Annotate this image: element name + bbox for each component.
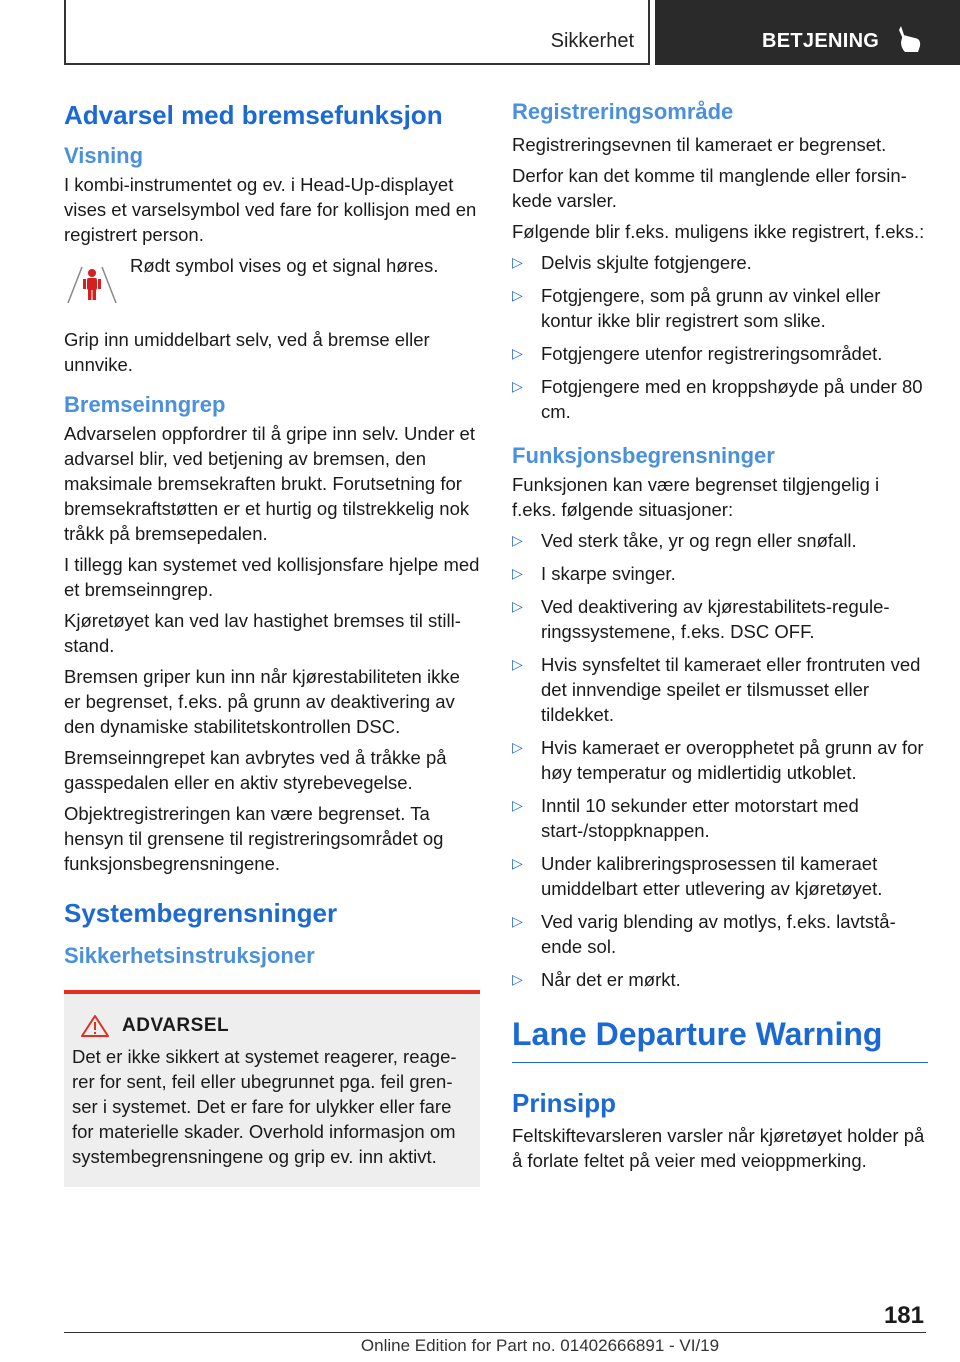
- list-item: [512, 341, 928, 366]
- warning-triangle-icon: [80, 1014, 110, 1038]
- list-item-text: Ved varig blending av motlys, f.eks. lavtstå-ende sol.: [541, 911, 896, 957]
- registrering-heading: Registreringsområde: [512, 99, 734, 124]
- registrering-list: [512, 250, 928, 424]
- warning-box: [64, 990, 480, 1187]
- right-column: [512, 98, 928, 1179]
- header-chapter-tab: [655, 0, 960, 65]
- sikkerhetsinstruksjoner-heading: Sikkerhetsinstruksjoner: [64, 943, 315, 968]
- prinsipp-text: Feltskiftevarsleren varsler når kjøretøyet holder på å forlate feltet på veier med veioppmerking.: [512, 1125, 925, 1171]
- warning-header: [72, 1014, 472, 1038]
- bremseinngrep-heading: Bremseinngrep: [64, 392, 226, 417]
- registrering-paragraph-2: Derfor kan det komme til manglende eller forsin-kede varsler.: [512, 165, 907, 211]
- triangle-bullet-icon: ▷: [512, 598, 523, 614]
- page-title: Advarsel med bremsefunksjon: [64, 100, 443, 130]
- list-item: [512, 793, 928, 843]
- symbol-description: Rødt symbol vises og et signal høres.: [130, 255, 439, 276]
- prinsipp-heading: Prinsipp: [512, 1088, 617, 1118]
- list-item-text: Fotgjengere med en kroppshøyde på under 80 cm.: [541, 376, 923, 422]
- visning-action: Grip inn umiddelbart selv, ved å bremse eller unnvike.: [64, 329, 430, 375]
- hand-pointer-icon: [895, 24, 923, 54]
- list-item: [512, 851, 928, 901]
- header-section-box: [64, 0, 650, 65]
- footer-edition: Online Edition for Part no. 01402666891 - VI/19: [360, 1336, 720, 1355]
- list-item-text: Inntil 10 sekunder etter motorstart med start-/stoppknappen.: [541, 795, 859, 841]
- list-item-text: Hvis kameraet er overopphetet på grunn av for høy temperatur og midlertidig utkoblet.: [541, 737, 924, 783]
- registrering-paragraph-1: Registreringsevnen til kameraet er begrenset.: [512, 134, 887, 155]
- triangle-bullet-icon: ▷: [512, 345, 523, 361]
- symbol-row: [64, 253, 480, 327]
- triangle-bullet-icon: ▷: [512, 287, 523, 303]
- page-number: 181: [883, 1302, 924, 1329]
- triangle-bullet-icon: ▷: [512, 565, 523, 581]
- warning-text: Det er ikke sikkert at systemet reagerer, reage-rer for sent, feil eller ubegrunnet pga. feil gren-ser i systemet. Det er fare for ulykker eller fare for materielle skader. Overhold informasjon om systembegrensningene og grip ev. inn aktivt.: [72, 1046, 457, 1167]
- list-item: [512, 909, 928, 959]
- warning-title: ADVARSEL: [122, 1015, 230, 1036]
- list-item: [512, 528, 928, 553]
- triangle-bullet-icon: ▷: [512, 254, 523, 270]
- list-item: [512, 594, 928, 644]
- list-item-text: Fotgjengere, som på grunn av vinkel eller kontur ikke blir registrert som slike.: [541, 285, 881, 331]
- triangle-bullet-icon: ▷: [512, 656, 523, 672]
- registrering-paragraph-3: Følgende blir f.eks. muligens ikke registrert, f.eks.:: [512, 221, 925, 242]
- list-item: [512, 967, 928, 992]
- triangle-bullet-icon: ▷: [512, 378, 523, 394]
- triangle-bullet-icon: ▷: [512, 971, 523, 987]
- funksjon-list: [512, 528, 928, 992]
- list-item: [512, 735, 928, 785]
- footer-divider: [64, 1332, 926, 1333]
- list-item-text: I skarpe svinger.: [541, 563, 676, 584]
- bremse-paragraph-2: I tillegg kan systemet ved kollisjonsfare hjelpe med et bremseinngrep.: [64, 554, 480, 600]
- lane-departure-heading: Lane Departure Warning: [512, 1014, 928, 1063]
- triangle-bullet-icon: ▷: [512, 913, 523, 929]
- bremse-paragraph-1: Advarselen oppfordrer til å gripe inn selv. Under et advarsel blir, ved betjening av bremsen, den maksimale bremsekraften brukt. Forutsetning for bremsekraftstøtten er et hurtig og tilstrekkelig nok tråkk på bremsepedalen.: [64, 423, 475, 544]
- list-item: [512, 374, 928, 424]
- bremse-paragraph-4: Bremsen griper kun inn når kjørestabiliteten ikke er begrenset, f.eks. på grunn av deaktivering av den dynamiske stabilitetskontrollen DSC.: [64, 666, 460, 737]
- triangle-bullet-icon: ▷: [512, 739, 523, 755]
- bremse-paragraph-5: Bremseinngrepet kan avbrytes ved å tråkke på gasspedalen eller en aktiv styrebevegelse.: [64, 747, 447, 793]
- funksjon-heading: Funksjonsbegrensninger: [512, 443, 775, 468]
- triangle-bullet-icon: ▷: [512, 797, 523, 813]
- list-item: [512, 283, 928, 333]
- header-section-title: Sikkerhet: [550, 30, 634, 52]
- systembegrensninger-heading: Systembegrensninger: [64, 898, 338, 928]
- funksjon-intro: Funksjonen kan være begrenset tilgjengelig i f.eks. følgende situasjoner:: [512, 474, 880, 520]
- list-item-text: Delvis skjulte fotgjengere.: [541, 252, 752, 273]
- list-item: [512, 250, 928, 275]
- visning-heading: Visning: [64, 143, 144, 168]
- list-item-text: Når det er mørkt.: [541, 969, 681, 990]
- triangle-bullet-icon: ▷: [512, 532, 523, 548]
- list-item-text: Ved sterk tåke, yr og regn eller snøfall.: [541, 530, 857, 551]
- list-item-text: Hvis synsfeltet til kameraet eller frontruten ved det innvendige speilet er tilsmusset eller tildekket.: [541, 654, 921, 725]
- list-item-text: Fotgjengere utenfor registreringsområdet.: [541, 343, 883, 364]
- visning-paragraph: I kombi-instrumentet og ev. i Head-Up-displayet vises et varselsymbol ved fare for kollisjon med en registrert person.: [64, 174, 477, 245]
- left-column: [64, 98, 480, 1187]
- triangle-bullet-icon: ▷: [512, 855, 523, 871]
- pedestrian-warning-icon: [64, 261, 120, 305]
- list-item: [512, 561, 928, 586]
- header-chapter-label: BETJENING: [762, 30, 880, 52]
- list-item-text: Under kalibreringsprosessen til kameraet umiddelbart etter utlevering av kjøretøyet.: [541, 853, 883, 899]
- bremse-paragraph-3: Kjøretøyet kan ved lav hastighet bremses til still-stand.: [64, 610, 461, 656]
- list-item: [512, 652, 928, 727]
- bremse-paragraph-6: Objektregistreringen kan være begrenset. Ta hensyn til grensene til registreringsområdet og funksjonsbegrensningene.: [64, 803, 444, 874]
- list-item-text: Ved deaktivering av kjørestabilitets-regule-ringssystemene, f.eks. DSC OFF.: [541, 596, 890, 642]
